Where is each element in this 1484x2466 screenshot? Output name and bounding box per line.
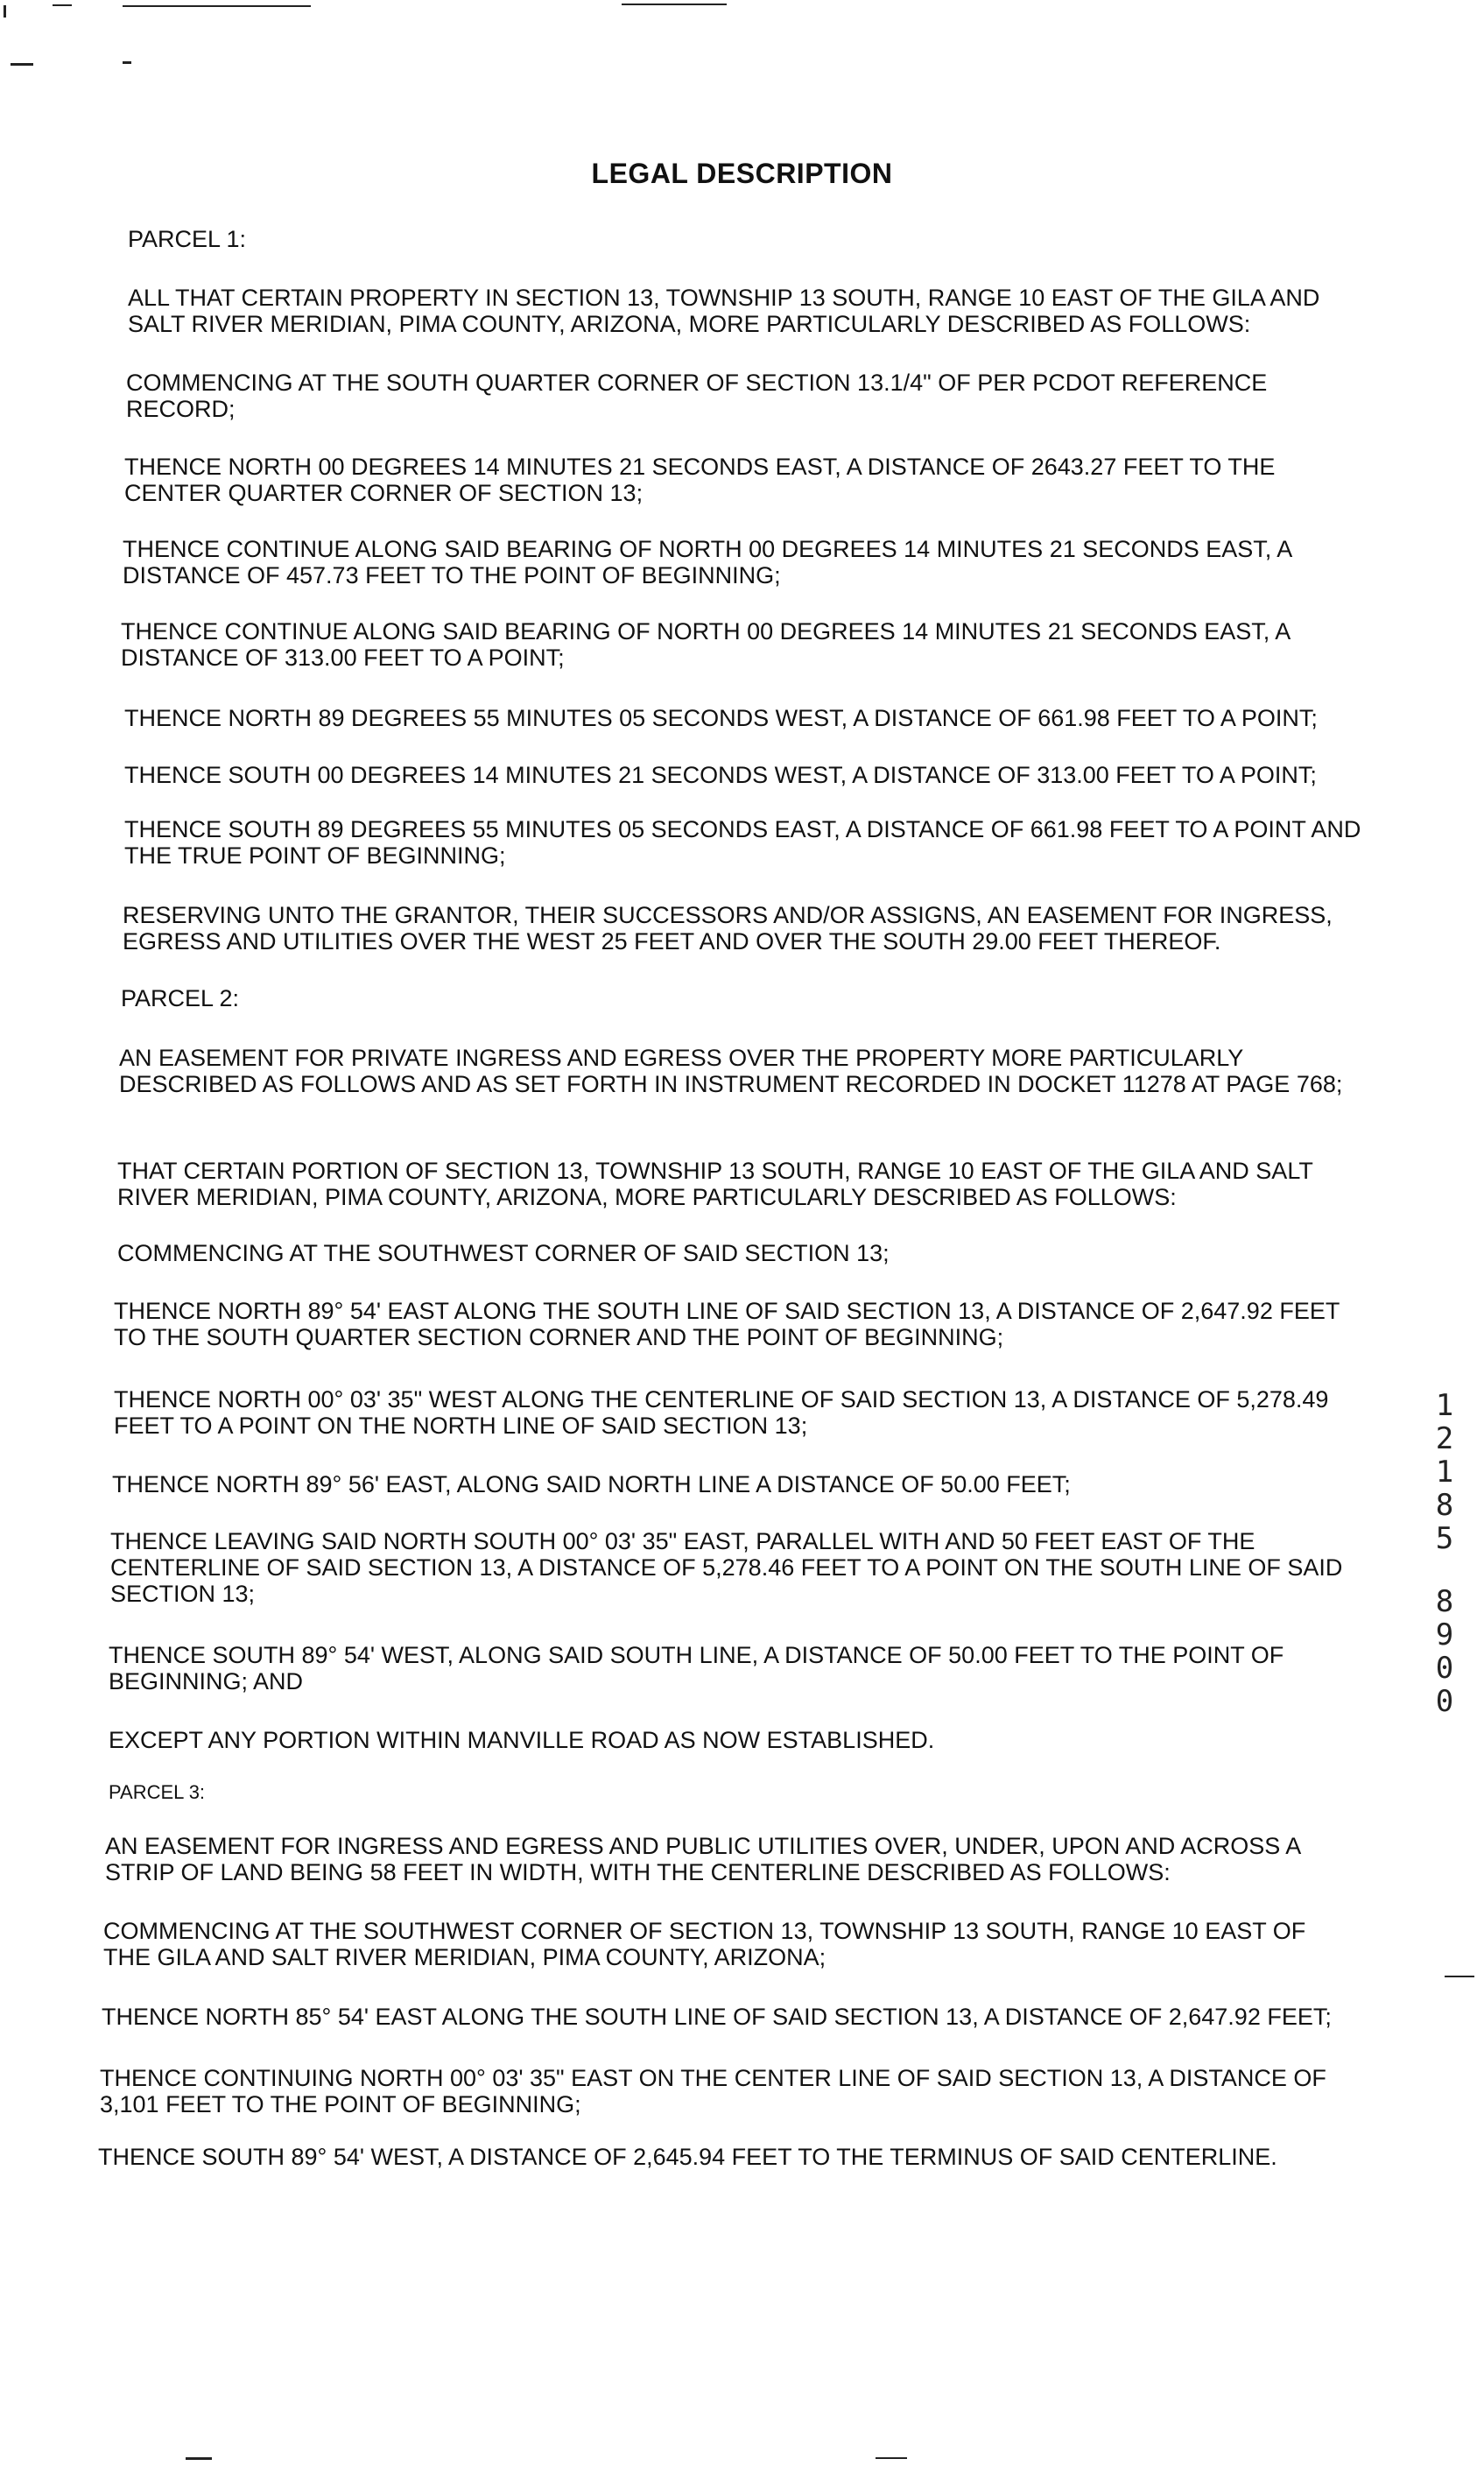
bottom-rule-2 bbox=[876, 2457, 907, 2459]
recording-number bbox=[1430, 1389, 1459, 1718]
parcel-2-para-4: THENCE NORTH 89° 54' EAST ALONG THE SOUTH LINE OF SAID SECTION 13, A DISTANCE OF 2,647.92 FEET TO THE SOUTH QUARTER SECTION CORNER AND THE POINT OF BEGINNING; bbox=[114, 1298, 1340, 1350]
parcel-2-para-3: COMMENCING AT THE SOUTHWEST CORNER OF SAID SECTION 13; bbox=[117, 1240, 890, 1266]
recording-digit: 8 bbox=[1435, 1584, 1454, 1619]
parcel-2-heading: PARCEL 2: bbox=[121, 985, 240, 1011]
parcel-2-para-6: THENCE NORTH 89° 56' EAST, ALONG SAID NORTH LINE A DISTANCE OF 50.00 FEET; bbox=[112, 1471, 1071, 1497]
parcel-1-para-4: THENCE CONTINUE ALONG SAID BEARING OF NORTH 00 DEGREES 14 MINUTES 21 SECONDS EAST, A DISTANCE OF 457.73 FEET TO THE POINT OF BEGINNING; bbox=[123, 536, 1291, 588]
parcel-1-para-6: THENCE NORTH 89 DEGREES 55 MINUTES 05 SECONDS WEST, A DISTANCE OF 661.98 FEET TO A POINT; bbox=[124, 705, 1318, 731]
parcel-3-heading: PARCEL 3: bbox=[109, 1781, 206, 1803]
recording-digit: 2 bbox=[1435, 1421, 1454, 1456]
parcel-2-para-8: THENCE SOUTH 89° 54' WEST, ALONG SAID SOUTH LINE, A DISTANCE OF 50.00 FEET TO THE POINT OF BEGINNING; AND bbox=[109, 1642, 1284, 1694]
top-rule-left bbox=[123, 5, 311, 7]
bottom-rule-1 bbox=[186, 2457, 212, 2460]
parcel-2-para-1: AN EASEMENT FOR PRIVATE INGRESS AND EGRESS OVER THE PROPERTY MORE PARTICULARLY DESCRIBED AS FOLLOWS AND AS SET FORTH IN INSTRUMENT RECORDED IN DOCKET 11278 AT PAGE 768; bbox=[119, 1045, 1343, 1097]
parcel-1-para-8: THENCE SOUTH 89 DEGREES 55 MINUTES 05 SECONDS EAST, A DISTANCE OF 661.98 FEET TO A POINT AND THE TRUE POINT OF BEGINNING; bbox=[124, 816, 1361, 869]
corner-tick bbox=[4, 5, 6, 18]
recording-gap bbox=[1430, 1555, 1459, 1585]
corner-mark-top bbox=[53, 4, 72, 6]
parcel-1-para-7: THENCE SOUTH 00 DEGREES 14 MINUTES 21 SECONDS WEST, A DISTANCE OF 313.00 FEET TO A POINT; bbox=[124, 762, 1317, 788]
recording-digit: 0 bbox=[1435, 1651, 1454, 1686]
parcel-1-para-5: THENCE CONTINUE ALONG SAID BEARING OF NORTH 00 DEGREES 14 MINUTES 21 SECONDS EAST, A DISTANCE OF 313.00 FEET TO A POINT; bbox=[121, 618, 1290, 671]
right-margin-dash bbox=[1445, 1976, 1474, 1977]
parcel-1-para-2: COMMENCING AT THE SOUTH QUARTER CORNER OF SECTION 13.1/4" OF PER PCDOT REFERENCE RECORD; bbox=[126, 370, 1268, 422]
parcel-1-para-9: RESERVING UNTO THE GRANTOR, THEIR SUCCESSORS AND/OR ASSIGNS, AN EASEMENT FOR INGRESS, EGRESS AND UTILITIES OVER THE WEST 25 FEET AND OVER THE SOUTH 29.00 FEET THEREOF. bbox=[123, 902, 1333, 955]
recording-digit: 5 bbox=[1435, 1521, 1454, 1556]
recording-digit: 1 bbox=[1435, 1388, 1454, 1423]
parcel-2-para-9: EXCEPT ANY PORTION WITHIN MANVILLE ROAD AS NOW ESTABLISHED. bbox=[109, 1727, 935, 1753]
parcel-2-para-7: THENCE LEAVING SAID NORTH SOUTH 00° 03' 35" EAST, PARALLEL WITH AND 50 FEET EAST OF THE CENTERLINE OF SAID SECTION 13, A DISTANCE OF 5,278.46 FEET TO A POINT ON THE SOUTH LINE OF SAID SECTION 13; bbox=[110, 1528, 1343, 1607]
recording-digit: 8 bbox=[1435, 1488, 1454, 1523]
parcel-3-para-4: THENCE CONTINUING NORTH 00° 03' 35" EAST ON THE CENTER LINE OF SAID SECTION 13, A DISTANCE OF 3,101 FEET TO THE POINT OF BEGINNING; bbox=[100, 2065, 1326, 2117]
parcel-3-para-3: THENCE NORTH 85° 54' EAST ALONG THE SOUTH LINE OF SAID SECTION 13, A DISTANCE OF 2,647.92 FEET; bbox=[102, 2004, 1332, 2030]
top-rule-right bbox=[622, 4, 727, 5]
scan-speck-1 bbox=[11, 63, 33, 66]
recording-digit: 0 bbox=[1435, 1684, 1454, 1719]
recording-digit: 1 bbox=[1435, 1455, 1454, 1490]
parcel-3-para-1: AN EASEMENT FOR INGRESS AND EGRESS AND PUBLIC UTILITIES OVER, UNDER, UPON AND ACROSS A STRIP OF LAND BEING 58 FEET IN WIDTH, WITH THE CENTERLINE DESCRIBED AS FOLLOWS: bbox=[105, 1833, 1300, 1885]
parcel-1-para-3: THENCE NORTH 00 DEGREES 14 MINUTES 21 SECONDS EAST, A DISTANCE OF 2643.27 FEET TO THE CENTER QUARTER CORNER OF SECTION 13; bbox=[124, 454, 1276, 506]
page-title: LEGAL DESCRIPTION bbox=[591, 158, 893, 189]
recording-digit: 9 bbox=[1435, 1617, 1454, 1652]
parcel-1-para-1: ALL THAT CERTAIN PROPERTY IN SECTION 13, TOWNSHIP 13 SOUTH, RANGE 10 EAST OF THE GILA AND SALT RIVER MERIDIAN, PIMA COUNTY, ARIZONA, MORE PARTICULARLY DESCRIBED AS FOLLOWS: bbox=[128, 285, 1320, 337]
parcel-2-para-2: THAT CERTAIN PORTION OF SECTION 13, TOWNSHIP 13 SOUTH, RANGE 10 EAST OF THE GILA AND SALT RIVER MERIDIAN, PIMA COUNTY, ARIZONA, MORE PARTICULARLY DESCRIBED AS FOLLOWS: bbox=[117, 1158, 1313, 1210]
scan-speck-2 bbox=[123, 61, 131, 64]
parcel-3-para-5: THENCE SOUTH 89° 54' WEST, A DISTANCE OF 2,645.94 FEET TO THE TERMINUS OF SAID CENTERLINE. bbox=[98, 2144, 1277, 2170]
parcel-1-heading: PARCEL 1: bbox=[128, 226, 247, 252]
parcel-2-para-5: THENCE NORTH 00° 03' 35" WEST ALONG THE CENTERLINE OF SAID SECTION 13, A DISTANCE OF 5,278.49 FEET TO A POINT ON THE NORTH LINE OF SAID SECTION 13; bbox=[114, 1386, 1329, 1439]
parcel-3-para-2: COMMENCING AT THE SOUTHWEST CORNER OF SECTION 13, TOWNSHIP 13 SOUTH, RANGE 10 EAST OF THE GILA AND SALT RIVER MERIDIAN, PIMA COUNTY, ARIZONA; bbox=[103, 1918, 1306, 1970]
